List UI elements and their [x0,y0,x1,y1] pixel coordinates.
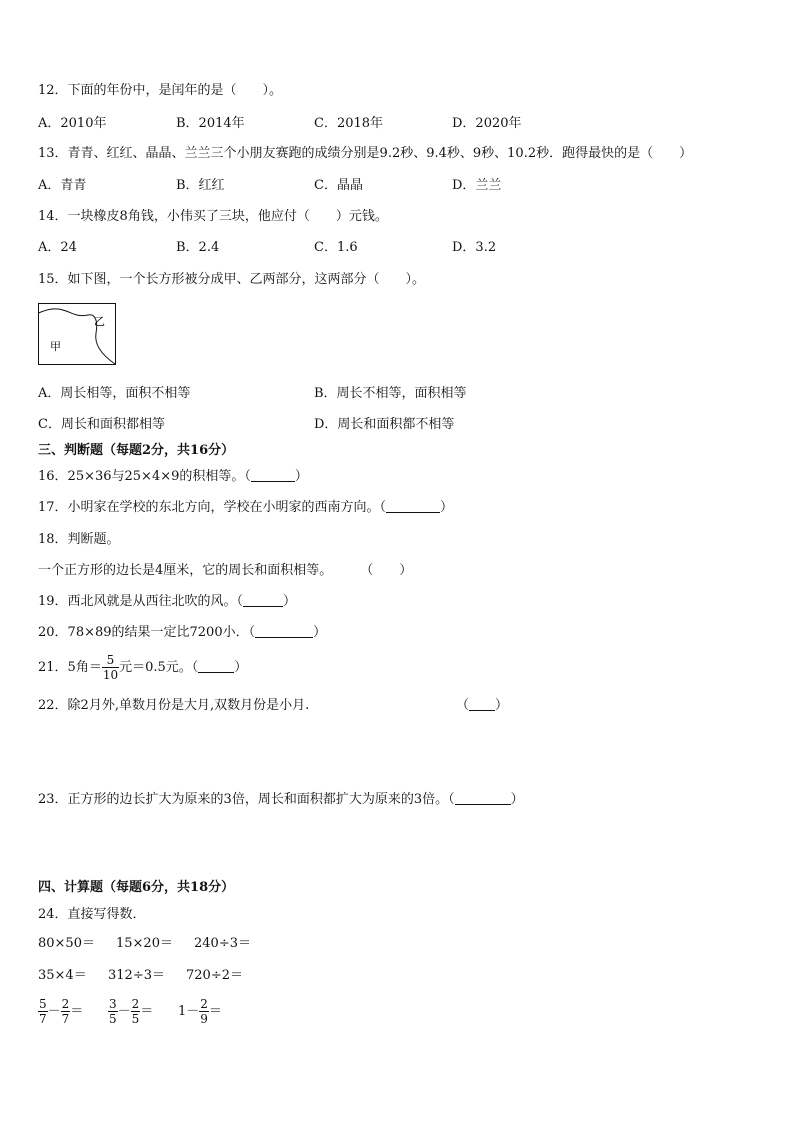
q15-option-c[interactable]: C．周长和面积都相等 [38,417,165,432]
q17-close-paren: ） [440,500,454,515]
rectangle-division-figure [38,303,116,365]
question-12-stem: 12．下面的年份中，是闰年的是（ ）。 [38,83,283,98]
equals-sign: ＝ [208,1004,222,1019]
fraction [131,997,141,1026]
fraction-numerator: 5 [102,653,119,668]
minus-sign: － [117,1004,131,1019]
question-18-stem: 18．判断题。 [38,532,120,547]
figure-label-jia: 甲 [50,340,61,353]
q20-close-paren: ） [313,625,327,640]
q13-option-c[interactable]: C．晶晶 [314,178,363,193]
fraction [108,997,118,1026]
q14-option-c[interactable]: C．1.6 [314,240,358,255]
q12-option-d[interactable]: D．2020年 [452,116,522,131]
question-13-stem: 13．青青、红红、晶晶、兰兰三个小朋友赛跑的成绩分别是9.2秒、9.4秒、9秒、10.2秒．跑得最快的是（ ） [38,146,693,161]
question-17-text: 17．小明家在学校的东北方向，学校在小明家的西南方向。（ [38,500,387,515]
section-3-heading: 三、判断题（每题2分，共16分） [38,443,235,458]
q15-option-a[interactable]: A．周长相等，面积不相等 [38,386,191,401]
question-21-post: 元＝0.5元。（ [119,660,199,675]
fraction-numerator: 2 [131,997,140,1011]
fraction [199,997,209,1026]
q13-option-b[interactable]: B．红红 [176,178,225,193]
question-22-answer [456,697,508,715]
q23-close-paren: ） [510,792,524,807]
equals-sign: ＝ [140,1004,154,1019]
one-minus: 1－ [178,1004,200,1019]
question-15-stem: 15．如下图，一个长方形被分成甲、乙两部分，这两部分（ ）。 [38,272,426,287]
fraction-denominator: 7 [39,1012,47,1026]
question-19-text: 19．西北风就是从西往北吹的风。（ [38,594,244,609]
q13-option-a[interactable]: A．青青 [38,178,87,193]
section-4-heading: 四、计算题（每题6分，共18分） [38,880,235,895]
fraction-numerator: 2 [61,997,70,1011]
figure-label-yi: 乙 [94,315,105,328]
minus-sign: － [47,1004,61,1019]
q19-close-paren: ） [283,594,297,609]
q22-answer-blank[interactable] [469,698,495,711]
q17-answer-blank[interactable] [386,500,440,513]
calc-fraction-item [108,996,153,1028]
fraction-denominator: 9 [200,1012,208,1026]
fraction [38,997,48,1026]
fraction [61,997,71,1026]
q14-option-b[interactable]: B．2.4 [176,240,220,255]
calc-fraction-item [178,996,222,1028]
q19-answer-blank[interactable] [243,594,283,607]
q14-option-a[interactable]: A．24 [38,240,77,255]
q20-answer-blank[interactable] [255,625,313,638]
fraction-denominator: 10 [102,668,119,682]
fraction-denominator: 5 [131,1012,140,1026]
q22-open-paren: （ [456,698,470,713]
question-16-text: 16．25×36与25×4×9的积相等。（ [38,469,251,484]
fraction-denominator: 7 [61,1012,70,1026]
q12-option-a[interactable]: A．2010年 [38,116,107,131]
q21-answer-blank[interactable] [198,660,234,673]
question-18-body [38,562,412,580]
question-17 [38,499,453,517]
question-18-body-text: 一个正方形的边长是4厘米，它的周长和面积相等。 [38,563,333,578]
calc-item: 720÷2＝ [186,968,243,983]
q15-option-d[interactable]: D．周长和面积都不相等 [314,417,455,432]
question-20-text: 20．78×89的结果一定比7200小．（ [38,625,256,640]
q15-option-b[interactable]: B．周长不相等，面积相等 [314,386,467,401]
fraction-5-10 [102,653,119,682]
q13-option-d[interactable]: D．兰兰 [452,178,502,193]
calc-fraction-item [38,996,83,1028]
question-16 [38,468,308,486]
question-19 [38,593,296,611]
fraction-numerator: 3 [109,997,117,1011]
q14-option-d[interactable]: D．3.2 [452,240,497,255]
fraction-numerator: 5 [39,997,47,1011]
fraction-numerator: 2 [200,997,208,1011]
q12-option-b[interactable]: B．2014年 [176,116,245,131]
q18-answer-paren[interactable]: （ ） [360,563,413,578]
q21-close-paren: ） [234,660,248,675]
question-21 [38,652,247,684]
calc-item: 35×4＝ [38,968,87,983]
calc-item: 80×50＝ [38,936,95,951]
calc-item: 312÷3＝ [108,968,165,983]
calc-item: 240÷3＝ [194,936,251,951]
question-22-text: 22．除2月外,单数月份是大月,双数月份是小月. [38,698,310,713]
q22-close-paren: ） [495,698,509,713]
q12-option-c[interactable]: C．2018年 [314,116,384,131]
q16-close-paren: ） [294,469,308,484]
question-14-stem: 14．一块橡皮8角钱，小伟买了三块，他应付（ ）元钱。 [38,209,388,224]
question-24-stem: 24．直接写得数． [38,907,146,922]
fraction-denominator: 5 [109,1012,117,1026]
equals-sign: ＝ [70,1004,84,1019]
question-23 [38,791,524,809]
q23-answer-blank[interactable] [455,792,511,805]
q16-answer-blank[interactable] [251,469,295,482]
calc-item: 15×20＝ [116,936,173,951]
question-20 [38,624,326,642]
question-21-pre: 21．5角＝ [38,660,102,675]
question-23-text: 23．正方形的边长扩大为原来的3倍，周长和面积都扩大为原来的3倍。（ [38,792,455,807]
